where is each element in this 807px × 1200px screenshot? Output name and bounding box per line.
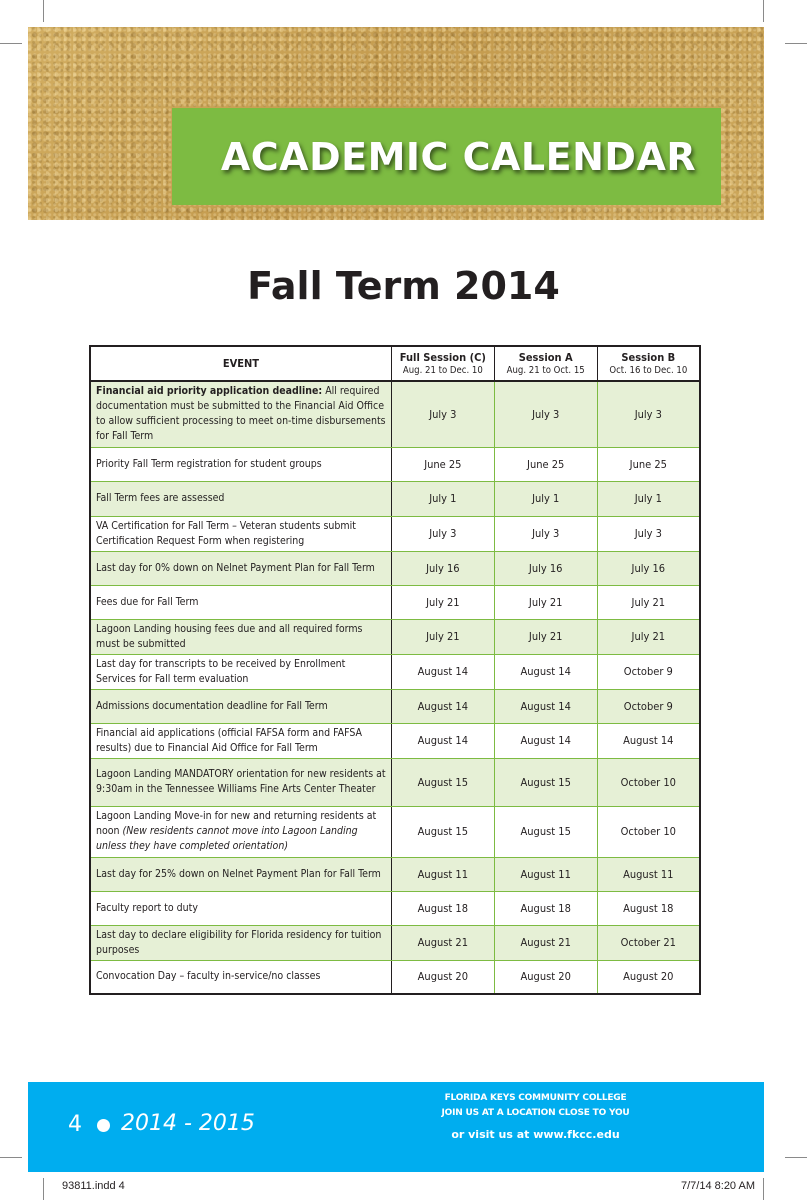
event-column-header: EVENT bbox=[90, 346, 391, 381]
session-b-date: June 25 bbox=[597, 447, 700, 481]
print-timestamp: 7/7/14 8:20 AM bbox=[681, 1180, 755, 1192]
event-cell bbox=[90, 758, 391, 806]
event-text: Fall Term fees are assessed bbox=[96, 492, 225, 504]
full-session-date: August 18 bbox=[391, 891, 494, 925]
event-text: VA Certification for Fall Term – Veteran students submit Certification Request Form when registering bbox=[96, 519, 356, 547]
term-heading: Fall Term 2014 bbox=[247, 264, 560, 308]
table-row bbox=[90, 516, 700, 551]
crop-mark bbox=[43, 0, 44, 22]
event-text: All required documentation must be submitted to the Financial Aid Office to allow sufficient processing to meet on-time disbursements for Fall Term bbox=[96, 385, 386, 443]
college-tagline: JOIN US AT A LOCATION CLOSE TO YOU bbox=[441, 1108, 630, 1118]
session-a-date: July 21 bbox=[494, 585, 597, 619]
event-cell bbox=[90, 381, 391, 447]
table-row bbox=[90, 654, 700, 689]
event-cell bbox=[90, 960, 391, 994]
session-b-date: October 10 bbox=[597, 806, 700, 857]
session-a-date: August 15 bbox=[494, 806, 597, 857]
event-text: Last day for 0% down on Nelnet Payment Plan for Fall Term bbox=[96, 561, 375, 574]
table-row bbox=[90, 619, 700, 654]
event-cell bbox=[90, 689, 391, 723]
session-b-date: July 1 bbox=[597, 481, 700, 516]
table-row bbox=[90, 891, 700, 925]
crop-mark bbox=[0, 1157, 22, 1158]
session-a-date: July 1 bbox=[494, 481, 597, 516]
full-session-date: July 1 bbox=[391, 481, 494, 516]
session-a-date: August 14 bbox=[494, 723, 597, 758]
event-text: Last day for 25% down on Nelnet Payment Plan for Fall Term bbox=[96, 867, 381, 880]
calendar-table bbox=[89, 345, 701, 995]
full-session-date: July 21 bbox=[391, 585, 494, 619]
full-session-column-header: Full Session (C) Aug. 21 to Dec. 10 bbox=[391, 346, 494, 381]
event-text: Fees due for Fall Term bbox=[96, 595, 199, 608]
full-session-date: June 25 bbox=[391, 447, 494, 481]
event-cell bbox=[90, 723, 391, 758]
event-text: Convocation Day – faculty in-service/no classes bbox=[96, 970, 321, 983]
column-date-range: Aug. 21 to Dec. 10 bbox=[402, 365, 483, 376]
session-b-date: August 20 bbox=[597, 960, 700, 994]
session-b-date: July 3 bbox=[597, 516, 700, 551]
session-b-date: August 11 bbox=[597, 857, 700, 891]
college-name: FLORIDA KEYS COMMUNITY COLLEGE bbox=[444, 1093, 627, 1103]
event-cell bbox=[90, 516, 391, 551]
session-a-date: August 11 bbox=[494, 857, 597, 891]
full-session-date: August 21 bbox=[391, 925, 494, 960]
full-session-date: August 15 bbox=[391, 806, 494, 857]
crop-mark bbox=[763, 0, 764, 22]
session-a-date: July 16 bbox=[494, 551, 597, 585]
event-text: Lagoon Landing housing fees due and all required forms must be submitted bbox=[96, 622, 363, 650]
event-cell bbox=[90, 891, 391, 925]
full-session-date: August 14 bbox=[391, 689, 494, 723]
crop-mark bbox=[763, 1178, 764, 1200]
session-a-date: August 14 bbox=[494, 654, 597, 689]
full-session-date: August 15 bbox=[391, 758, 494, 806]
event-text: Faculty report to duty bbox=[96, 901, 198, 914]
session-a-date: August 20 bbox=[494, 960, 597, 994]
table-row bbox=[90, 551, 700, 585]
session-a-date: August 21 bbox=[494, 925, 597, 960]
crop-mark bbox=[785, 43, 807, 44]
event-cell bbox=[90, 585, 391, 619]
table-row bbox=[90, 723, 700, 758]
table-header-row bbox=[90, 346, 700, 381]
table-row bbox=[90, 481, 700, 516]
session-a-date: July 3 bbox=[494, 381, 597, 447]
session-b-date: October 10 bbox=[597, 758, 700, 806]
session-b-date: August 14 bbox=[597, 723, 700, 758]
full-session-date: August 14 bbox=[391, 723, 494, 758]
table-row bbox=[90, 960, 700, 994]
table-row bbox=[90, 585, 700, 619]
full-session-date: August 20 bbox=[391, 960, 494, 994]
academic-years: 2014 - 2015 bbox=[121, 1111, 255, 1136]
session-a-date: July 21 bbox=[494, 619, 597, 654]
table-row bbox=[90, 857, 700, 891]
file-slug: 93811.indd 4 bbox=[62, 1180, 125, 1192]
column-date-range: Oct. 16 to Dec. 10 bbox=[609, 365, 688, 376]
full-session-date: August 14 bbox=[391, 654, 494, 689]
session-a-date: June 25 bbox=[494, 447, 597, 481]
website-link[interactable]: or visit us at www.fkcc.edu bbox=[451, 1128, 620, 1141]
event-text: Last day to declare eligibility for Florida residency for tuition purposes bbox=[96, 928, 382, 956]
session-b-date: July 21 bbox=[597, 619, 700, 654]
event-cell bbox=[90, 481, 391, 516]
event-cell bbox=[90, 447, 391, 481]
session-b-date: July 3 bbox=[597, 381, 700, 447]
full-session-date: July 16 bbox=[391, 551, 494, 585]
full-session-date: July 3 bbox=[391, 381, 494, 447]
event-text: Priority Fall Term registration for student groups bbox=[96, 457, 322, 470]
crop-mark bbox=[0, 43, 22, 44]
event-cell bbox=[90, 654, 391, 689]
session-a-date: August 14 bbox=[494, 689, 597, 723]
event-text: Lagoon Landing MANDATORY orientation for new residents at 9:30am in the Tennessee Williams Fine Arts Center Theater bbox=[96, 768, 386, 795]
event-text: Lagoon Landing Move-in for new and returning residents at noon bbox=[96, 810, 377, 837]
session-a-date: August 15 bbox=[494, 758, 597, 806]
event-cell bbox=[90, 551, 391, 585]
footer-bar bbox=[28, 1082, 764, 1172]
bullet-dot-icon bbox=[97, 1119, 110, 1132]
event-text: Financial aid applications (official FAFSA form and FAFSA results) due to Financial Aid Office for Fall Term bbox=[96, 726, 363, 754]
full-session-date: July 3 bbox=[391, 516, 494, 551]
event-cell bbox=[90, 857, 391, 891]
table-row bbox=[90, 689, 700, 723]
session-b-date: July 21 bbox=[597, 585, 700, 619]
full-session-date: August 11 bbox=[391, 857, 494, 891]
title-box bbox=[172, 108, 721, 205]
event-cell bbox=[90, 925, 391, 960]
table-row bbox=[90, 758, 700, 806]
event-note: (New residents cannot move into Lagoon Landing unless they have completed orientation) bbox=[96, 825, 358, 852]
event-text: Last day for transcripts to be received by Enrollment Services for Fall term evaluation bbox=[96, 657, 346, 685]
event-cell bbox=[90, 619, 391, 654]
crop-mark bbox=[43, 1178, 44, 1200]
session-b-date: August 18 bbox=[597, 891, 700, 925]
crop-mark bbox=[785, 1157, 807, 1158]
table-row bbox=[90, 925, 700, 960]
table-row bbox=[90, 381, 700, 447]
table-row bbox=[90, 806, 700, 857]
column-date-range: Aug. 21 to Oct. 15 bbox=[506, 365, 585, 376]
page-number: 4 bbox=[68, 1112, 82, 1137]
page-title: ACADEMIC CALENDAR bbox=[220, 134, 697, 179]
event-text: Admissions documentation deadline for Fall Term bbox=[96, 699, 328, 712]
session-b-date: October 9 bbox=[597, 654, 700, 689]
calendar-table-body bbox=[90, 381, 700, 994]
session-a-date: July 3 bbox=[494, 516, 597, 551]
event-lead: Financial aid priority application deadline: bbox=[96, 385, 323, 398]
session-b-column-header: Session B Oct. 16 to Dec. 10 bbox=[597, 346, 700, 381]
college-info bbox=[428, 1091, 643, 1121]
event-cell bbox=[90, 806, 391, 857]
session-b-date: October 21 bbox=[597, 925, 700, 960]
table-row bbox=[90, 447, 700, 481]
full-session-date: July 21 bbox=[391, 619, 494, 654]
session-a-date: August 18 bbox=[494, 891, 597, 925]
session-b-date: July 16 bbox=[597, 551, 700, 585]
session-b-date: October 9 bbox=[597, 689, 700, 723]
session-a-column-header: Session A Aug. 21 to Oct. 15 bbox=[494, 346, 597, 381]
